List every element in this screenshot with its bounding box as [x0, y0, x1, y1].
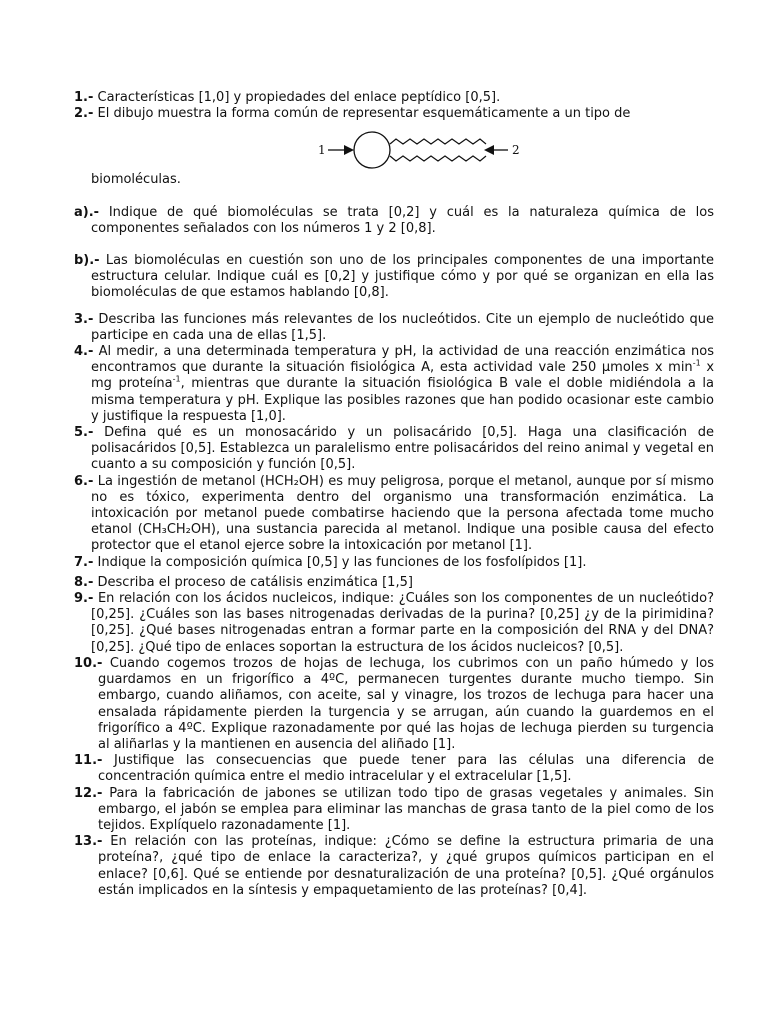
question-3 — [74, 312, 714, 344]
question-8 — [74, 575, 714, 591]
question-number: 11.- — [74, 753, 103, 769]
question-text: Indique de qué biomoléculas se trata [0,2] y cuál es la naturaleza química de los componentes señalados con los números 1 y 2 [0,8]. — [91, 204, 714, 236]
question-text: Describa las funciones más relevantes de los nucleótidos. Cite un ejemplo de nucleótido que participe en cada una de ellas [1,5]. — [91, 311, 714, 343]
superscript: -1 — [172, 375, 181, 385]
question-text: Las biomoléculas en cuestión son uno de los principales componentes de una importante estructura celular. Indique cuál es [0,2] y justifique cómo y por qué se organizan en ella las biomoléculas de que estamos hablando [0,8]. — [91, 253, 714, 301]
question-text: En relación con los ácidos nucleicos, indique: ¿Cuáles son los componentes de un nucleótido? [0,25]. ¿Cuáles son las bases nitrogenadas derivadas de la purina? [0,25] ¿y de la pirimidina? [0,25]. ¿Qué bases nitrogenadas entran a formar parte en la composición del RNA y del DNA? [0,25]. ¿Qué tipo de enlaces soportan la estructura de los ácidos nucleicos? [0,5]. — [91, 591, 714, 655]
question-text: x mg proteína — [91, 360, 715, 392]
question-number: 4.- — [74, 344, 94, 360]
question-number: 1.- — [74, 90, 94, 105]
question-text: Defina qué es un monosacárido y un polisacárido [0,5]. Haga una clasificación de polisacáridos [0,5]. Establezca un paralelismo entre polisacáridos del reino animal y vegetal en cuanto a su composición y función [0,5]. — [91, 425, 714, 473]
question-text: , mientras que durante la situación fisiológica B vale el doble midiéndola a la misma temperatura y pH. Explique las posibles razones que han podido ocasionar este cambio y justifique la respuesta [1,0]. — [91, 376, 714, 424]
question-number: 12.- — [74, 785, 103, 801]
question-5 — [74, 425, 714, 474]
question-12 — [74, 786, 714, 835]
question-11 — [74, 753, 714, 785]
question-number: 13.- — [74, 834, 103, 850]
question-number: 5.- — [74, 425, 94, 441]
question-2-continuation: biomoléculas. — [91, 172, 181, 188]
question-text: Para la fabricación de jabones se utilizan todo tipo de grasas vegetales y animales. Sin embargo, el jabón se emplea para eliminar las manchas de grasa tanto de la piel como de los tejidos. Explíquelo razonadamente [1]. — [98, 785, 714, 833]
question-text: Cuando cogemos trozos de hojas de lechuga, los cubrimos con un paño húmedo y los guardamos en un frigorífico a 4ºC, permanecen turgentes durante mucho tiempo. Sin embargo, cuando aliñamos, con aceite, sal y vinagre, los trozos de lechuga para hacer una ensalada rápidamente pierden la turgencia y se arrugan, aún cuando la guardemos en el frigorífico a 4ºC. Explique razonadamente por qué las hojas de lechuga pierden su turgencia al aliñarlas y la mantienen en ausencia del aliñado [1]. — [98, 655, 714, 752]
question-13 — [74, 834, 714, 899]
question-text: En relación con las proteínas, indique: ¿Cómo se define la estructura primaria de una proteína?, ¿qué tipo de enlace la caracteriza?, y ¿qué grupos químicos participan en el enlace? [0,6]. Qué se entiende por desnaturalización de una proteína? [0,5]. ¿Qué orgánulos están implicados en la síntesis y empaquetamiento de las proteínas? [0,4]. — [98, 834, 714, 898]
question-1 — [74, 90, 714, 106]
question-number: 10.- — [74, 655, 103, 671]
question-text: Indique la composición química [0,5] y las funciones de los fosfolípidos [1]. — [93, 554, 587, 570]
polar-head-circle — [354, 132, 390, 168]
question-number: 3.- — [74, 311, 94, 327]
question-2 — [74, 106, 714, 122]
phospholipid-diagram — [74, 126, 714, 172]
question-text: La ingestión de metanol (HCH₂OH) es muy peligrosa, porque el metanol, aunque por sí mismo no es tóxico, experimenta dentro del organismo una transformación enzimática. La intoxicación por metanol puede combatirse haciendo que la persona afectada tome mucho etanol (CH₃CH₂OH), una sustancia parecida al metanol. Indique una posible causa del efecto protector que el etanol ejerce sobre la intoxicación por metanol [1]. — [91, 473, 714, 554]
phospholipid-drawing — [314, 126, 534, 172]
diagram-label-2: 2 — [512, 143, 520, 158]
question-7 — [74, 555, 714, 571]
question-2b — [74, 253, 714, 302]
question-number: 8.- — [74, 574, 94, 590]
question-4 — [74, 344, 714, 425]
question-text: Justifique las consecuencias que puede tener para las células una diferencia de concentración química entre el medio intracelular y el extracelular [1,5]. — [98, 753, 714, 785]
question-text: Características [1,0] y propiedades del enlace peptídico [0,5]. — [93, 90, 501, 105]
question-number: 2.- — [74, 106, 94, 122]
question-number: a).- — [74, 204, 100, 220]
superscript: -1 — [692, 358, 701, 368]
question-10 — [74, 656, 714, 753]
question-number: 7.- — [74, 554, 94, 570]
question-text: Al medir, a una determinada temperatura y pH, la actividad de una reacción enzimática nos encontramos que durante la situación fisiológica A, esta actividad vale 250 μmoles x min — [91, 344, 714, 376]
exam-page — [74, 90, 714, 899]
question-number: b).- — [74, 253, 100, 269]
question-2a — [74, 205, 714, 237]
question-number: 9.- — [74, 591, 94, 607]
question-number: 6.- — [74, 473, 94, 489]
question-6 — [74, 474, 714, 555]
question-text: El dibujo muestra la forma común de representar esquemáticamente a un tipo de — [93, 106, 631, 122]
question-9 — [74, 591, 714, 656]
question-text: Describa el proceso de catálisis enzimática [1,5] — [93, 574, 413, 590]
diagram-label-1: 1 — [318, 143, 326, 158]
